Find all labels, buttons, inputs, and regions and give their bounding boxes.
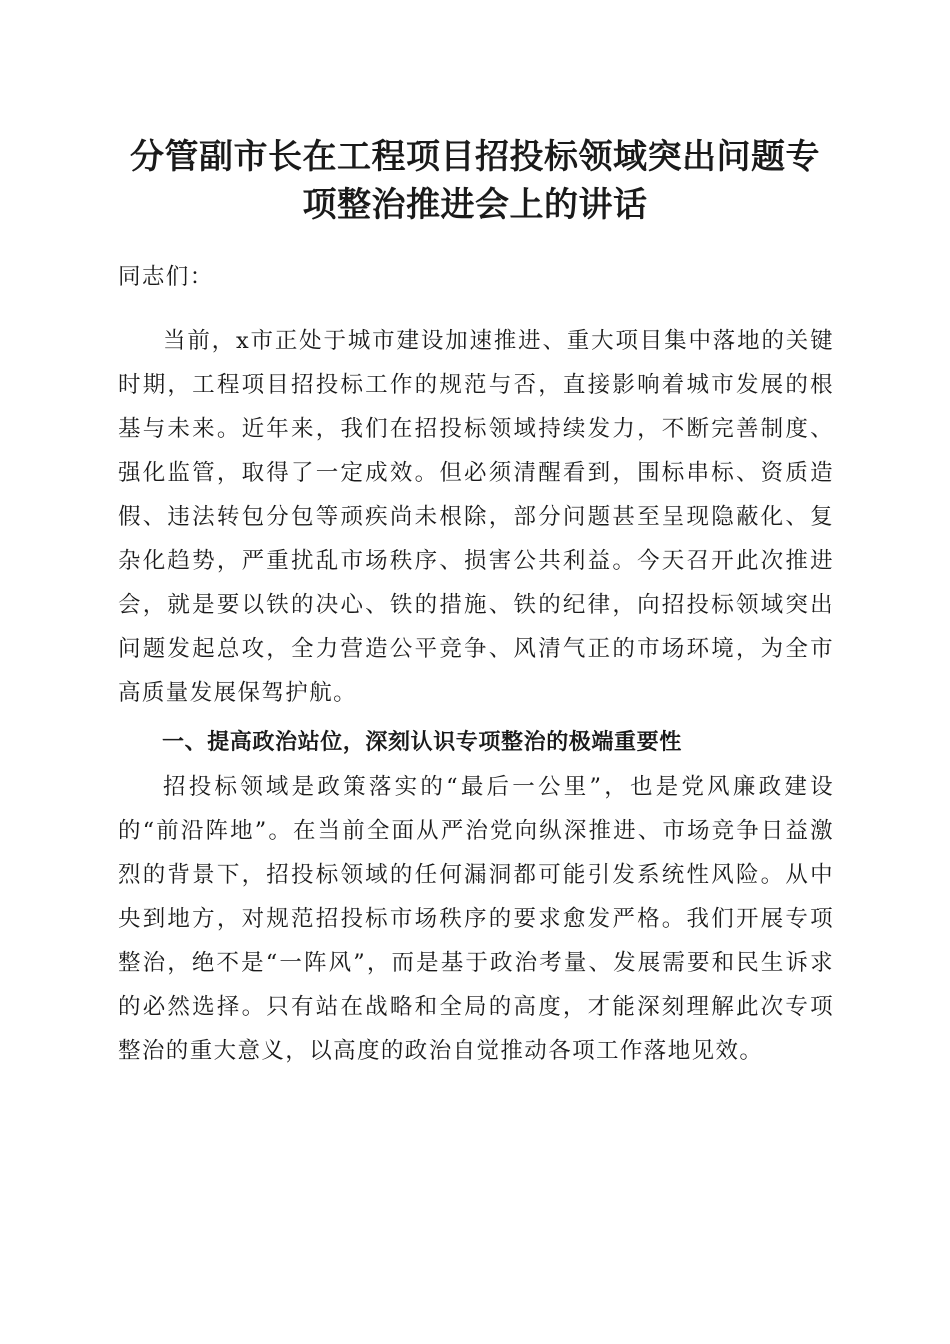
title-line-2: 项整治推进会上的讲话 [302, 185, 648, 225]
document-title [100, 133, 850, 229]
section-1-paragraph: 招投标领域是政策落实的“最后一公里”，也是党风廉政建设的“前沿阵地”。在当前全面从严治党向纵深推进、市场竞争日益激烈的背景下，招投标领域的任何漏洞都可能引发系统性风险。从中央到地方，对规范招投标市场秩序的要求愈发严格。我们开展专项整治，绝不是“一阵风”，而是基于政治考量、发展需要和民生诉求的必然选择。只有站在战略和全局的高度，才能深刻理解此次专项整治的重大意义，以高度的政治自觉推动各项工作落地见效。 [118, 774, 834, 1064]
section-heading-1: 一、提高政治站位，深刻认识专项整治的极端重要性 [162, 730, 682, 755]
salutation: 同志们： [118, 264, 214, 290]
intro-paragraph: 当前，x市正处于城市建设加速推进、重大项目集中落地的关键时期，工程项目招投标工作的规范与否，直接影响着城市发展的根基与未来。近年来，我们在招投标领域持续发力，不断完善制度、强化监管，取得了一定成效。但必须清醒看到，围标串标、资质造假、违法转包分包等顽疾尚未根除，部分问题甚至呈现隐蔽化、复杂化趋势，严重扰乱市场秩序、损害公共利益。今天召开此次推进会，就是要以铁的决心、铁的措施、铁的纪律，向招投标领域突出问题发起总攻，全力营造公平竞争、风清气正的市场环境，为全市高质量发展保驾护航。 [118, 328, 834, 706]
title-line-1: 分管副市长在工程项目招投标领域突出问题专 [130, 137, 820, 177]
